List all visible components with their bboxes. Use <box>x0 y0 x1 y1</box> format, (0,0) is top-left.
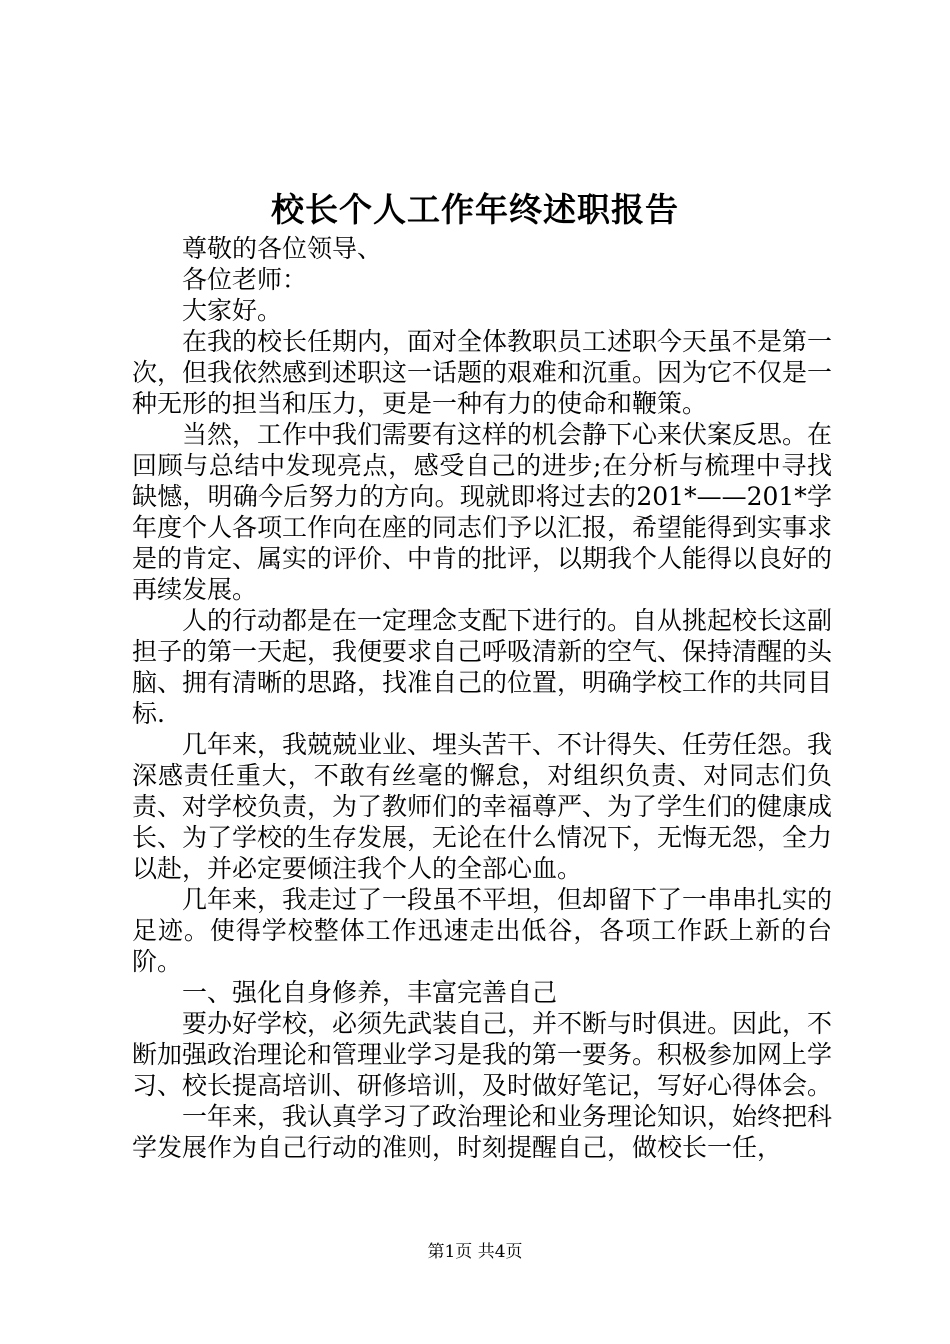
paragraph-dedication: 几年来，我兢兢业业、埋头苦干、不计得失、任劳任怨。我深感责任重大，不敢有丝毫的懈怠，对组织负责、对同志们负责、对学校负责，为了教师们的幸福尊严、为了学生们的健康成长、为了学校的生存发展，无论在什么情况下，无悔无怨，全力以赴，并必定要倾注我个人的全部心血。 <box>132 730 833 883</box>
document-title: 校长个人工作年终述职报告 <box>271 190 679 229</box>
page-footer: 第1页 共4页 <box>427 1242 523 1262</box>
paragraph-salutation-2: 各位老师： <box>182 265 308 294</box>
paragraph-year-review: 一年来，我认真学习了政治理论和业务理论知识，始终把科学发展作为自己行动的准则，时刻提醒自己，做校长一任， <box>132 1102 833 1162</box>
section-heading-1: 一、强化自身修养，丰富完善自己 <box>182 978 558 1007</box>
paragraph-progress: 几年来，我走过了一段虽不平坦，但却留下了一串串扎实的足迹。使得学校整体工作迅速走出低谷，各项工作跃上新的台阶。 <box>132 885 833 976</box>
paragraph-intro: 在我的校长任期内，面对全体教职员工述职今天虽不是第一次，但我依然感到述职这一话题的艰难和沉重。因为它不仅是一种无形的担当和压力，更是一种有力的使命和鞭策。 <box>132 327 833 418</box>
paragraph-salutation-1: 尊敬的各位领导、 <box>182 234 383 263</box>
paragraph-greeting: 大家好。 <box>182 296 283 325</box>
document-body <box>132 233 832 1163</box>
paragraph-philosophy: 人的行动都是在一定理念支配下进行的。自从挑起校长这副担子的第一天起，我便要求自己呼吸清新的空气、保持清醒的头脑、拥有清晰的思路，找准自己的位置，明确学校工作的共同目标. <box>132 606 833 728</box>
paragraph-reflection: 当然，工作中我们需要有这样的机会静下心来伏案反思。在回顾与总结中发现亮点，感受自己的进步;在分析与梳理中寻找缺憾，明确今后努力的方向。现就即将过去的201*——201*学年度个人各项工作向在座的同志们予以汇报，希望能得到实事求是的肯定、属实的评价、中肯的批评，以期我个人能得以良好的再续发展。 <box>132 420 833 604</box>
paragraph-study: 要办好学校，必须先武装自己，并不断与时俱进。因此，不断加强政治理论和管理业学习是我的第一要务。积极参加网上学习、校长提高培训、研修培训，及时做好笔记，写好心得体会。 <box>132 1009 833 1100</box>
